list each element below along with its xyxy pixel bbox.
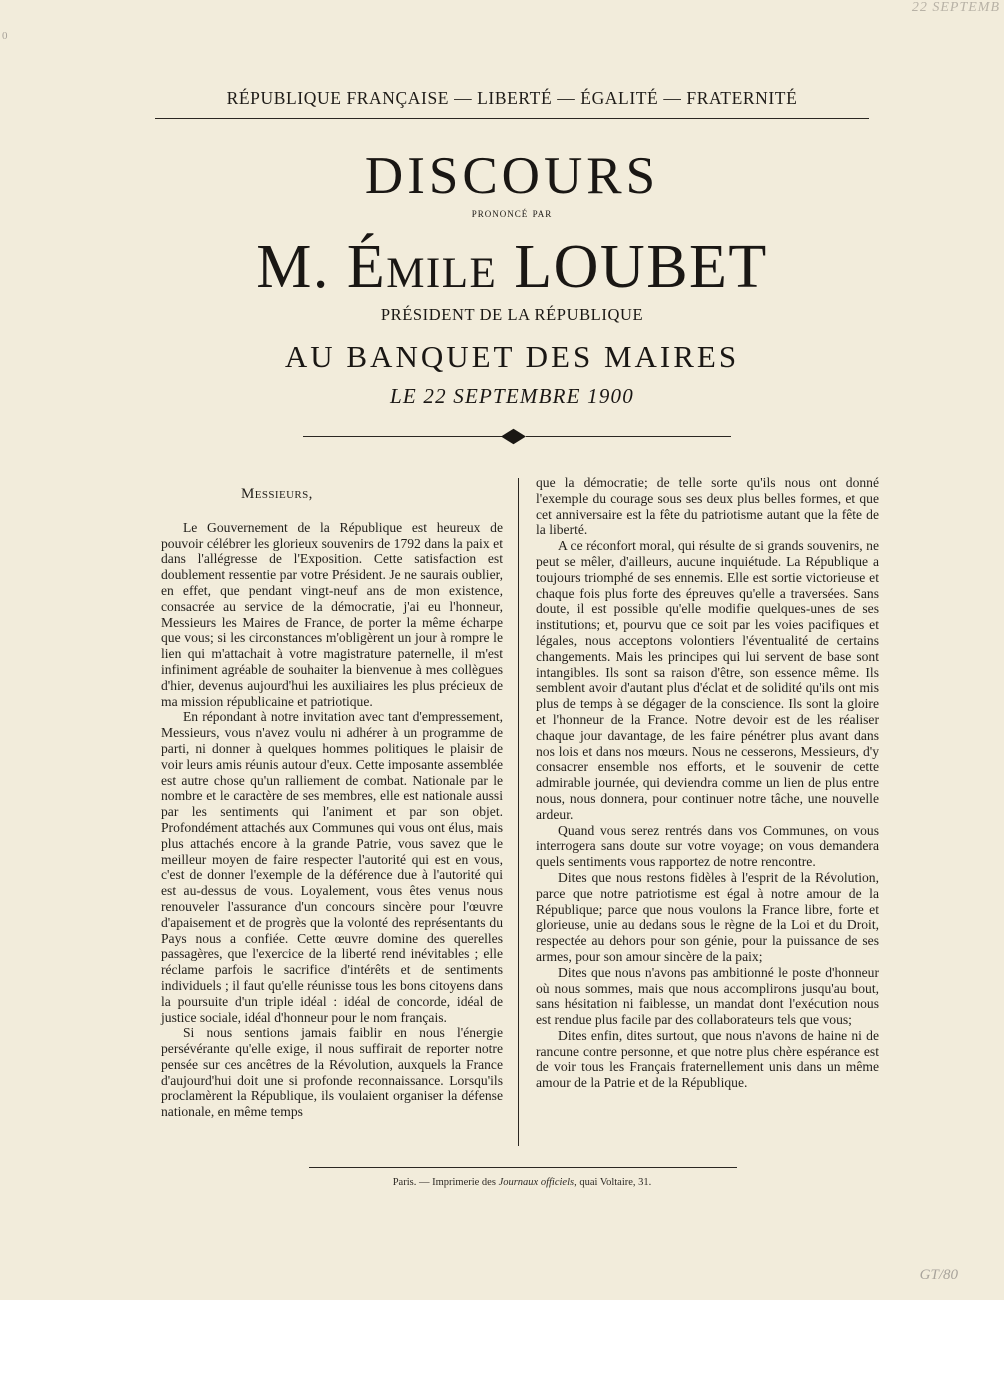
ornament-rule-right: [526, 436, 731, 437]
paragraph: En répondant à notre invitation avec tant d'empressement, Messieurs, vous n'avez voulu ni adhérer à un programme de parti, ni donner à quelques hommes politiques le plaisir de voir leurs amis réunis autour d'eux. Cette imposante assemblée est autre chose qu'un ralliement de combat. Nationale par le nombre et le caractère de ses membres, elle est nationale aussi par les sentiments qui l'animent et par son objet. Profondément attachés aux Communes qui vous ont élus, mais plus attachés encore à la grande Patrie, vous savez que le meilleur moyen de faire respecter l'autorité qui est en vous, c'est de donner l'exemple de la déférence due à l'autorité qui est au-dessus de vous. Loyalement, vous êtes venus nous renouveler l'assurance d'un concours sincère pour l'œuvre d'apaisement et de progrès que la volonté des représentants du Pays nous a confiée. Cette œuvre domine des querelles passagères, que l'exercice de la liberté rend inévitables ; elle réclame parfois le sacrifice d'intérêts et de sentiments individuels ; il faut qu'elle réunisse tous les bons citoyens dans la poursuite d'un triple idéal : idéal de concorde, idéal de justice sociale, idéal d'honneur pour le nom français.: [161, 709, 503, 1025]
corner-pencil-note: 22 SEPTEMB: [911, 0, 1000, 15]
imprint-publication: Journaux officiels: [498, 1177, 575, 1188]
column-divider: [518, 478, 519, 1146]
event-title: AU BANQUET DES MAIRES: [284, 339, 740, 374]
pronounced-by: prononcé par: [471, 205, 553, 220]
salutation: Messieurs,: [241, 486, 313, 502]
catalog-number: GT/80: [919, 1267, 958, 1283]
paragraph: Dites que nous restons fidèles à l'esprit de la Révolution, parce que notre patriotisme est égal à notre amour de la République; parce que nous voulons la France libre, forte et glorieuse, unie au dedans sous le règne de la Loi et du Droit, respectée au dehors pour son génie, pour la puissance de ses armes, pour son amour sincère de la paix;: [536, 869, 879, 964]
footer-rule: [309, 1167, 737, 1168]
text-column-left: [161, 487, 503, 1120]
diamond-ornament-icon: [501, 429, 526, 445]
ornament-rule-left: [303, 436, 502, 437]
imprint-end: , quai Voltaire, 31.: [574, 1177, 652, 1188]
paragraph: Dites enfin, dites surtout, que nous n'avons de haine ni de rancune contre personne, et que notre plus chère espérance est de voir tous les Français fraternellement unis dans un même amour de la Patrie et de la République.: [536, 1027, 879, 1091]
paragraph: Si nous sentions jamais faiblir en nous l'énergie persévérante qu'elle exige, il nous suffirait de reporter notre pensée sur ces ancêtres de la Révolution, auxquels la France d'aujourd'hui doit une si profonde reconnaissance. Lorsqu'ils proclamèrent la République, ils voulaient organiser la défense nationale, en même temps: [161, 1025, 503, 1120]
text-column-right: [536, 475, 879, 1091]
paragraph: Dites que nous n'avons pas ambitionné le poste d'honneur où nous sommes, mais que nous accomplirons jusqu'au bout, sans hésitation ni faiblesse, un mandat dont l'exécution nous est rendue plus facile par des collaborateurs tels que vous;: [536, 964, 879, 1028]
paragraph-continuation: que la démocratie; de telle sorte qu'ils nous ont donné l'exemple du courage sous ses deux plus belles formes, et que cet anniversaire est la fête du patriotisme autant que la fête de la liberté.: [536, 475, 879, 538]
event-date: LE 22 SEPTEMBRE 1900: [390, 384, 634, 408]
paragraph: A ce réconfort moral, qui résulte de si grands souvenirs, ne peut se mêler, d'ailleurs, aucune inquiétude. La République a toujours triomphé de ses ennemis. Elle est sortie victorieuse et chaque fois plus forte des épreuves qu'elle a traversées. Sans doute, il est possible qu'elle modifie quelques-unes de ses institutions; et, pourvu que ce soit par les voies pacifiques et légales, nous acceptons volontiers l'éventualité de certains changements. Mais les principes qui lui servent de base sont intangibles. Ils sont sa raison d'être, son essence même. Ils semblent avoir d'autant plus d'éclat et de solidité qu'ils ont mis plus de temps à se dégager de la conscience. Ils sont la gloire et l'honneur de la France. Notre devoir est de les réaliser chaque jour davantage, de les faire pénétrer plus avant dans nos lois et dans nos mœurs. Nous ne cesserons, Messieurs, d'y consacrer ensemble nos efforts, et le souvenir de cette admirable journée, qui deviendra comme un lien de plus entre nous, nous donnera, pour continuer notre tâche, une nouvelle ardeur.: [536, 538, 879, 822]
speaker-role: PRÉSIDENT DE LA RÉPUBLIQUE: [380, 305, 644, 324]
paragraph: Le Gouvernement de la République est heureux de pouvoir célébrer les glorieux souvenirs de 1792 dans la paix et dans l'allégresse de l'Exposition. Cette satisfaction est doublement ressentie par votre Président. Je ne saurais oublier, en effet, que pendant vingt-neuf ans de mon existence, consacrée au service de la démocratie, j'ai eu l'honneur, Messieurs les Maires de France, de porter la même écharpe que vous; si les circonstances m'obligèrent un jour à rompre le lien qui m'attachait à votre magistrature paternelle, il m'est infiniment agréable de souhaiter la bienvenue à mes collègues d'hier, devenus aujourd'hui les auxiliaires les plus précieux de ma mission républicaine et patriotique.: [161, 519, 503, 709]
speaker-name: M. Émile LOUBET: [256, 233, 768, 301]
printer-imprint: [250, 1177, 794, 1188]
imprint-start: Paris. — Imprimerie des: [392, 1177, 499, 1188]
paragraph: Quand vous serez rentrés dans vos Communes, on vous interrogera sans doute sur votre voyage; on vous demandera quels sentiments vous rapportez de notre rencontre.: [536, 822, 879, 870]
document-title: DISCOURS: [364, 147, 660, 205]
republic-motto: RÉPUBLIQUE FRANÇAISE — LIBERTÉ — ÉGALITÉ — FRATERNITÉ: [226, 88, 798, 108]
margin-mark: 0: [2, 30, 8, 42]
motto-rule: [155, 118, 869, 119]
